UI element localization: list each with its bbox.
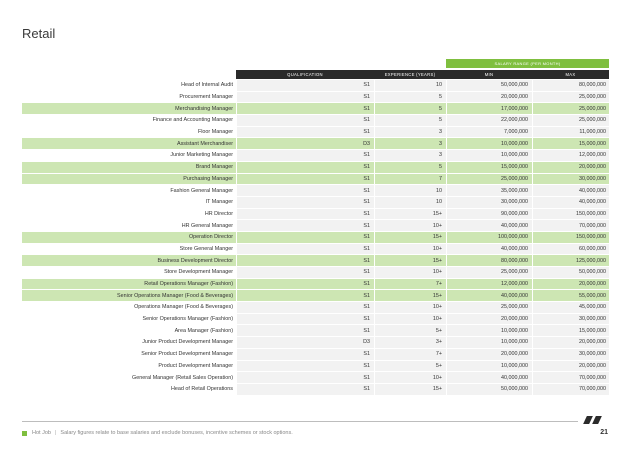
experience-cell: 15+ — [374, 255, 446, 266]
salary-min-cell: 50,000,000 — [446, 80, 532, 91]
experience-cell: 10+ — [374, 314, 446, 325]
qualification-cell: S1 — [236, 384, 374, 395]
experience-cell: 15+ — [374, 209, 446, 220]
qualification-cell: S1 — [236, 150, 374, 161]
header-experience: EXPERIENCE (YEARS) — [374, 70, 446, 79]
experience-cell: 5+ — [374, 325, 446, 336]
table-row — [22, 384, 609, 395]
table-body — [22, 80, 609, 395]
salary-max-cell: 30,000,000 — [532, 349, 609, 360]
job-title-cell: Store Development Manager — [22, 267, 236, 278]
salary-max-cell: 20,000,000 — [532, 279, 609, 290]
table-row — [22, 290, 609, 301]
qualification-cell: S1 — [236, 115, 374, 126]
table-row — [22, 80, 609, 91]
salary-max-cell: 11,000,000 — [532, 127, 609, 138]
salary-max-cell: 70,000,000 — [532, 220, 609, 231]
job-title-cell: Brand Manager — [22, 162, 236, 173]
job-title-cell: Store General Manger — [22, 244, 236, 255]
qualification-cell: S1 — [236, 92, 374, 103]
salary-max-cell: 125,000,000 — [532, 255, 609, 266]
salary-min-cell: 20,000,000 — [446, 92, 532, 103]
experience-cell: 5 — [374, 92, 446, 103]
qualification-cell: S1 — [236, 197, 374, 208]
table-row — [22, 325, 609, 336]
table-header-row — [22, 70, 609, 79]
experience-cell: 3 — [374, 150, 446, 161]
qualification-cell: D3 — [236, 138, 374, 149]
salary-min-cell: 40,000,000 — [446, 244, 532, 255]
salary-min-cell: 30,000,000 — [446, 197, 532, 208]
salary-max-cell: 20,000,000 — [532, 162, 609, 173]
table-row — [22, 162, 609, 173]
salary-min-cell: 20,000,000 — [446, 314, 532, 325]
salary-max-cell: 30,000,000 — [532, 314, 609, 325]
salary-max-cell: 45,000,000 — [532, 302, 609, 313]
header-qualification: QUALIFICATION — [236, 70, 374, 79]
salary-max-cell: 20,000,000 — [532, 361, 609, 372]
table-row — [22, 302, 609, 313]
qualification-cell: S1 — [236, 185, 374, 196]
qualification-cell: S1 — [236, 103, 374, 114]
salary-max-cell: 20,000,000 — [532, 337, 609, 348]
qualification-cell: S1 — [236, 314, 374, 325]
experience-cell: 5 — [374, 103, 446, 114]
table-row — [22, 92, 609, 103]
table-row — [22, 185, 609, 196]
salary-min-cell: 35,000,000 — [446, 185, 532, 196]
footer-note: Salary figures relate to base salaries and exclude bonuses, incentive schemes or stock options. — [60, 430, 293, 436]
salary-min-cell: 25,000,000 — [446, 302, 532, 313]
salary-max-cell: 50,000,000 — [532, 267, 609, 278]
qualification-cell: S1 — [236, 209, 374, 220]
salary-max-cell: 15,000,000 — [532, 325, 609, 336]
salary-min-cell: 25,000,000 — [446, 267, 532, 278]
job-title-cell: Product Development Manager — [22, 361, 236, 372]
salary-max-cell: 40,000,000 — [532, 185, 609, 196]
page-title: Retail — [22, 26, 56, 41]
experience-cell: 3 — [374, 138, 446, 149]
qualification-cell: S1 — [236, 127, 374, 138]
qualification-cell: S1 — [236, 232, 374, 243]
experience-cell: 3+ — [374, 337, 446, 348]
table-row — [22, 174, 609, 185]
salary-min-cell: 7,000,000 — [446, 127, 532, 138]
experience-cell: 7+ — [374, 349, 446, 360]
salary-min-cell: 22,000,000 — [446, 115, 532, 126]
salary-min-cell: 40,000,000 — [446, 220, 532, 231]
job-title-cell: Fashion General Manager — [22, 185, 236, 196]
salary-min-cell: 20,000,000 — [446, 349, 532, 360]
table-row — [22, 220, 609, 231]
table-row — [22, 267, 609, 278]
table-row — [22, 138, 609, 149]
salary-max-cell: 40,000,000 — [532, 197, 609, 208]
salary-min-cell: 10,000,000 — [446, 361, 532, 372]
salary-min-cell: 40,000,000 — [446, 290, 532, 301]
job-title-cell: Head of Internal Audit — [22, 80, 236, 91]
job-title-cell: General Manager (Retail Sales Operation) — [22, 372, 236, 383]
salary-max-cell: 30,000,000 — [532, 174, 609, 185]
job-title-cell: Purchasing Manager — [22, 174, 236, 185]
job-title-cell: Procurement Manager — [22, 92, 236, 103]
job-title-cell: Business Development Director — [22, 255, 236, 266]
table-row — [22, 337, 609, 348]
qualification-cell: S1 — [236, 372, 374, 383]
table-row — [22, 150, 609, 161]
qualification-cell: S1 — [236, 244, 374, 255]
table-row — [22, 255, 609, 266]
qualification-cell: S1 — [236, 290, 374, 301]
experience-cell: 15+ — [374, 384, 446, 395]
salary-max-cell: 25,000,000 — [532, 103, 609, 114]
qualification-cell: S1 — [236, 220, 374, 231]
salary-min-cell: 10,000,000 — [446, 138, 532, 149]
job-title-cell: Operations Manager (Food & Beverages) — [22, 302, 236, 313]
table-row — [22, 372, 609, 383]
salary-min-cell: 17,000,000 — [446, 103, 532, 114]
salary-min-cell: 12,000,000 — [446, 279, 532, 290]
table-row — [22, 349, 609, 360]
salary-max-cell: 25,000,000 — [532, 115, 609, 126]
table-row — [22, 314, 609, 325]
salary-max-cell: 70,000,000 — [532, 372, 609, 383]
job-title-cell: Merchandising Manager — [22, 103, 236, 114]
qualification-cell: S1 — [236, 80, 374, 91]
footer-divider — [22, 421, 578, 422]
salary-max-cell: 150,000,000 — [532, 209, 609, 220]
table-row — [22, 127, 609, 138]
job-title-cell: Assistant Merchandiser — [22, 138, 236, 149]
experience-cell: 10+ — [374, 244, 446, 255]
table-row — [22, 279, 609, 290]
salary-min-cell: 25,000,000 — [446, 174, 532, 185]
experience-cell: 10+ — [374, 267, 446, 278]
job-title-cell: Senior Operations Manager (Fashion) — [22, 314, 236, 325]
experience-cell: 15+ — [374, 290, 446, 301]
salary-min-cell: 10,000,000 — [446, 325, 532, 336]
experience-cell: 3 — [374, 127, 446, 138]
job-title-cell: Junior Product Development Manager — [22, 337, 236, 348]
table-row — [22, 361, 609, 372]
experience-cell: 7 — [374, 174, 446, 185]
experience-cell: 10+ — [374, 302, 446, 313]
salary-max-cell: 60,000,000 — [532, 244, 609, 255]
qualification-cell: S1 — [236, 349, 374, 360]
table-row — [22, 197, 609, 208]
job-title-cell: Area Manager (Fashion) — [22, 325, 236, 336]
qualification-cell: S1 — [236, 302, 374, 313]
experience-cell: 5 — [374, 162, 446, 173]
experience-cell: 5 — [374, 115, 446, 126]
job-title-cell: Senior Operations Manager (Food & Beverages) — [22, 290, 236, 301]
header-max: MAX — [532, 70, 609, 79]
experience-cell: 10+ — [374, 372, 446, 383]
salary-min-cell: 40,000,000 — [446, 372, 532, 383]
salary-table — [22, 69, 609, 396]
table-row — [22, 209, 609, 220]
table-row — [22, 244, 609, 255]
table-row — [22, 115, 609, 126]
experience-cell: 5+ — [374, 361, 446, 372]
qualification-cell: S1 — [236, 279, 374, 290]
salary-min-cell: 10,000,000 — [446, 337, 532, 348]
salary-max-cell: 15,000,000 — [532, 138, 609, 149]
job-title-cell: Retail Operations Manager (Fashion) — [22, 279, 236, 290]
header-min: MIN — [446, 70, 532, 79]
qualification-cell: D3 — [236, 337, 374, 348]
salary-min-cell: 50,000,000 — [446, 384, 532, 395]
footer-separator: | — [54, 430, 57, 436]
experience-cell: 10+ — [374, 220, 446, 231]
salary-max-cell: 150,000,000 — [532, 232, 609, 243]
salary-max-cell: 25,000,000 — [532, 92, 609, 103]
job-title-cell: Finance and Accounting Manager — [22, 115, 236, 126]
brand-square-icon — [22, 431, 27, 436]
job-title-cell: Junior Marketing Manager — [22, 150, 236, 161]
job-title-cell: Senior Product Development Manager — [22, 349, 236, 360]
salary-max-cell: 80,000,000 — [532, 80, 609, 91]
table-row — [22, 232, 609, 243]
job-title-cell: Head of Retail Operations — [22, 384, 236, 395]
salary-min-cell: 15,000,000 — [446, 162, 532, 173]
salary-min-cell: 80,000,000 — [446, 255, 532, 266]
experience-cell: 10 — [374, 197, 446, 208]
footer-brand: Hot Job — [32, 430, 51, 436]
experience-cell: 15+ — [374, 232, 446, 243]
table-row — [22, 103, 609, 114]
job-title-cell: Floor Manager — [22, 127, 236, 138]
qualification-cell: S1 — [236, 174, 374, 185]
salary-min-cell: 90,000,000 — [446, 209, 532, 220]
qualification-cell: S1 — [236, 267, 374, 278]
header-blank — [22, 70, 236, 79]
qualification-cell: S1 — [236, 325, 374, 336]
qualification-cell: S1 — [236, 361, 374, 372]
salary-max-cell: 12,000,000 — [532, 150, 609, 161]
job-title-cell: HR General Manager — [22, 220, 236, 231]
qualification-cell: S1 — [236, 162, 374, 173]
job-title-cell: HR Director — [22, 209, 236, 220]
page-number: 21 — [600, 429, 608, 436]
job-title-cell: Operation Director — [22, 232, 236, 243]
experience-cell: 7+ — [374, 279, 446, 290]
footer — [22, 430, 293, 436]
salary-range-header: SALARY RANGE (PER MONTH) — [446, 59, 609, 68]
salary-max-cell: 70,000,000 — [532, 384, 609, 395]
experience-cell: 10 — [374, 80, 446, 91]
salary-max-cell: 55,000,000 — [532, 290, 609, 301]
salary-min-cell: 100,000,000 — [446, 232, 532, 243]
salary-min-cell: 10,000,000 — [446, 150, 532, 161]
experience-cell: 10 — [374, 185, 446, 196]
job-title-cell: IT Manager — [22, 197, 236, 208]
qualification-cell: S1 — [236, 255, 374, 266]
